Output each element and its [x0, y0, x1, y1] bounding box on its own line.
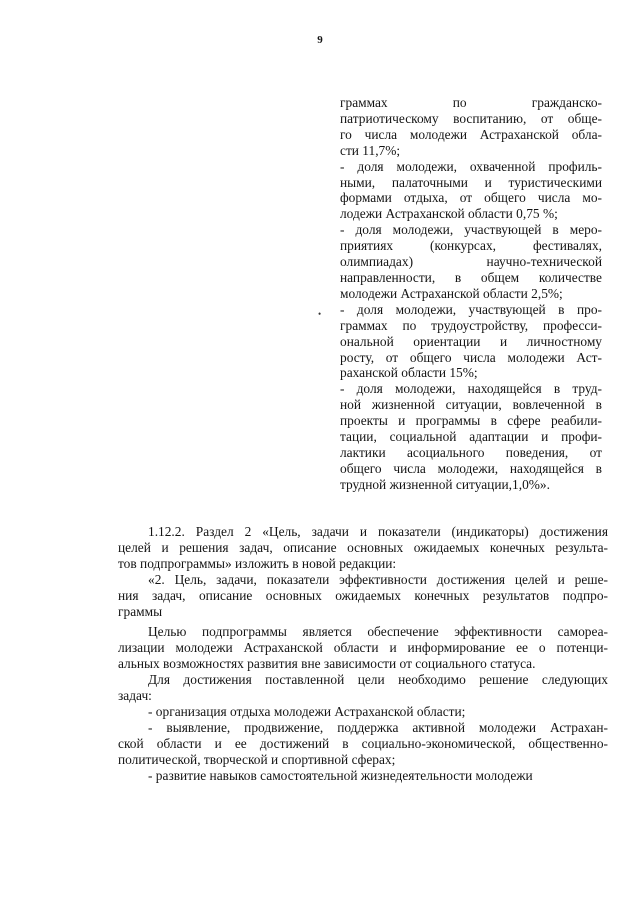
task-item: [118, 768, 608, 784]
task-item: [118, 704, 608, 720]
continuation-line: лодежи Астраханской области 0,75 %;: [340, 206, 558, 222]
continuation-line: тации, социальной адаптации и профи-: [340, 429, 602, 445]
paragraph-line: «2. Цель, задачи, показатели эффективности достижения целей и реше-: [148, 572, 608, 587]
paragraph-line: ния задач, описание основных ожидаемых конечных результатов подпро-: [118, 588, 608, 603]
continuation-line: ными, палаточными и туристическими: [340, 174, 602, 190]
continuation-line: - доля молодежи, участвующей в про-: [340, 301, 602, 317]
paragraph-line: 1.12.2. Раздел 2 «Цель, задачи и показатели (индикаторы) достижения: [148, 524, 608, 539]
continuation-line: приятиях (конкурсах, фестивалях,: [340, 238, 602, 254]
continuation-line: граммах по трудоустройству, професси-: [340, 317, 602, 333]
continuation-line: лактики асоциального поведения, от: [340, 444, 602, 460]
continuation-line: росту, от общего числа молодежи Аст-: [340, 349, 602, 365]
paragraph-line: тов подпрограммы» изложить в новой редакции:: [118, 556, 397, 571]
continuation-line: раханской области 15%;: [340, 365, 478, 381]
paragraph-line: граммы: [118, 604, 163, 619]
continuation-line: направленности, в общем количестве: [340, 269, 602, 285]
paragraph-line: целей и решения задач, описание основных ожидаемых конечных результа-: [118, 540, 608, 555]
continuation-line: проекты и программы в сфере реабили-: [340, 413, 602, 429]
paragraph-line: - организация отдыха молодежи Астраханской области;: [148, 704, 466, 719]
paragraph-line: - развитие навыков самостоятельной жизнедеятельности молодежи: [148, 768, 533, 783]
paragraph-line: лизации молодежи Астраханской области и информирование ее о потенци-: [118, 640, 608, 655]
continuation-line: сти 11,7%;: [340, 142, 401, 158]
continuation-line: общего числа молодежи, находящейся в: [340, 460, 602, 476]
main-text-block: [118, 524, 608, 784]
continuation-line: ной жизненной ситуации, вовлеченной в: [340, 397, 602, 413]
continuation-line: - доля молодежи, участвующей в меро-: [340, 222, 602, 238]
continuation-line: - доля молодежи, находящейся в труд-: [340, 381, 602, 397]
paragraph-tasks-intro: [118, 672, 608, 704]
paragraph-line: Для достижения поставленной цели необходимо решение следующих: [148, 672, 608, 687]
paragraph-section-heading: [118, 572, 608, 620]
continuation-line: - доля молодежи, охваченной профиль-: [340, 158, 602, 174]
continuation-line: олимпиадах) научно-технической: [340, 254, 602, 270]
stray-mark: •: [318, 309, 322, 319]
continuation-line: граммах по гражданско-: [340, 95, 602, 110]
continuation-line: трудной жизненной ситуации,1,0%».: [340, 476, 550, 492]
page-number: 9: [317, 34, 323, 46]
paragraph-amendment: [118, 524, 608, 572]
continuation-line: патриотическому воспитанию, от обще-: [340, 110, 602, 126]
paragraph-line: - выявление, продвижение, поддержка активной молодежи Астрахан-: [148, 720, 608, 735]
paragraph-line: политической, творческой и спортивной сферах;: [118, 752, 396, 767]
paragraph-line: ской области и ее достижений в социально-экономической, общественно-: [118, 736, 608, 751]
continuation-line: го числа молодежи Астраханской обла-: [340, 126, 602, 142]
paragraph-line: альных возможностях развития вне зависимости от социального статуса.: [118, 656, 536, 671]
indicator-continuation-column: [340, 95, 602, 493]
paragraph-goal: [118, 624, 608, 672]
paragraph-line: задач:: [118, 688, 152, 703]
task-item: [118, 720, 608, 768]
paragraph-line: Целью подпрограммы является обеспечение эффективности самореа-: [148, 624, 608, 639]
continuation-line: ональной ориентации и личностному: [340, 333, 602, 349]
continuation-line: формами отдыха, от общего числа мо-: [340, 190, 602, 206]
continuation-line: молодежи Астраханской области 2,5%;: [340, 285, 563, 301]
